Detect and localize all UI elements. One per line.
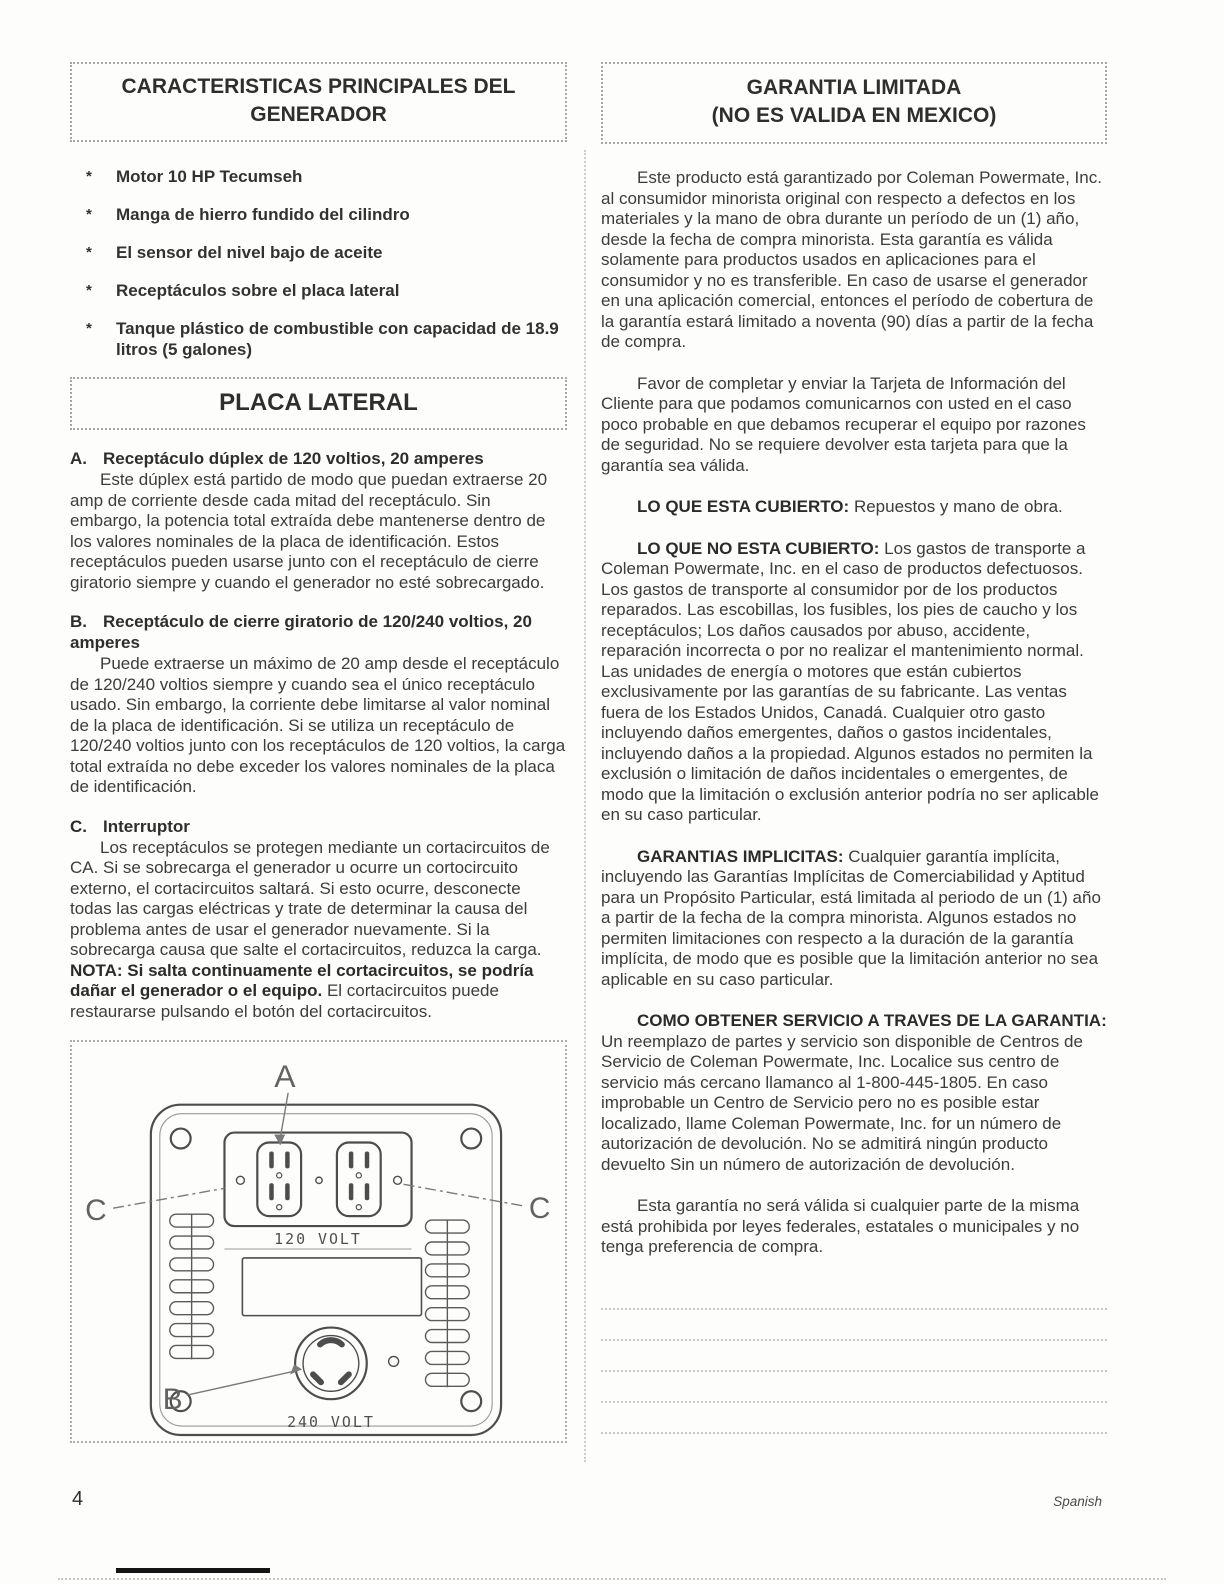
section-heading [70, 816, 567, 837]
section-interruptor [70, 816, 567, 1023]
label-240-volt: 240 VOLT [287, 1413, 375, 1432]
label-120-volt: 120 VOLT [274, 1229, 362, 1248]
paragraph-lead: LO QUE NO ESTA CUBIERTO: [637, 538, 880, 558]
twistlock-outlet-inner [303, 1336, 359, 1392]
leader-c-right [404, 1184, 525, 1206]
outlet-plate [224, 1133, 411, 1227]
section-label: A. [70, 449, 87, 468]
section-heading [70, 448, 567, 469]
feature-bullet: * [86, 168, 92, 185]
side-panel-diagram [70, 1040, 567, 1443]
twistlock-slots [313, 1340, 349, 1382]
vent-louvers-left [170, 1214, 214, 1359]
warranty-box-title [601, 62, 1107, 144]
section-twistlock-120-240v [70, 611, 567, 798]
dot-line [601, 1310, 1107, 1341]
warranty-paragraph: Esta garantía no será válida si cualquier parte de la misma está prohibida por leyes federales, estatales o municipales y no tenga preferencia de compra. [601, 1196, 1080, 1256]
section-body: Puede extraerse un máximo de 20 amp desde el receptáculo de 120/240 voltios siempre y cuando sea el único receptáculo usado. Sin embargo, la corriente debe limitarse al valor nominal de la placa de identificación. Si se utiliza un receptáculo de 120/240 voltios junto con los receptáculos de 120 voltios, la carga total extraída no debe exceder los valores nominales de la placa de identificación. [70, 654, 566, 796]
leader-c-left [113, 1188, 224, 1208]
section-heading-text: Interruptor [103, 816, 190, 836]
warranty-title-line1: GARANTIA LIMITADA [746, 76, 962, 99]
warranty-paragraph: GARANTIAS IMPLICITAS: Cualquier garantía implícita, incluyendo las Garantías Implícitas de Comerciabilidad y Aptitud para un Propósito Particular, está limitada al periodo de un (1) año a partir de la fecha de la compra minorista. Algunos estados no permiten limitaciones con respecto a la duración de la garantía implícita, de modo que es posible que la limitación anterior no sea aplicable en su caso particular. [601, 846, 1101, 989]
corner-screw-hole [461, 1129, 481, 1149]
feature-text: Receptáculos sobre el placa lateral [116, 281, 400, 300]
left-column [70, 62, 567, 1443]
section-duplex-120v [70, 448, 567, 593]
warranty-title-line2: (NO ES VALIDA EN MEXICO) [711, 104, 997, 127]
side-panel-diagram-svg [75, 1045, 563, 1441]
section-body: Este dúplex está partido de modo que puedan extraerse 20 amp de corriente desde cada mitad del receptáculo. Sin embargo, la potencia total extraída debe mantenerse dentro de los valores nominales de la placa de identificación. Estos receptáculos pueden usarse junto con el receptáculo de cierre giratorio siempre y cuando el generador no esté sobrecargado. [70, 470, 548, 592]
features-title-line2: GENERADOR [250, 103, 387, 126]
paragraph-lead: LO QUE ESTA CUBIERTO: [637, 497, 850, 516]
warranty-paragraph: Este producto está garantizado por Coleman Powermate, Inc. al consumidor minorista original con respecto a defectos en los materiales y la mano de obra durante un período de un (1) año, desde la fecha de compra minorista. Esta garantía es válida solamente para productos usados en aplicaciones para el consumidor y no es transferible. En caso de usarse el generador en una aplicación comercial, entonces el período de cobertura de la garantía estará limitado a noventa (90) días a partir de la fecha de compra. [601, 168, 1102, 351]
paragraph-lead: GARANTIAS IMPLICITAS: [637, 846, 844, 866]
section-heading-text: Receptáculo de cierre giratorio de 120/240 voltios, 20 amperes [70, 612, 532, 652]
corner-screw-hole [461, 1391, 481, 1411]
plate-screw [394, 1176, 402, 1184]
feature-text: Manga de hierro fundido del cilindro [116, 205, 410, 224]
leader-arrowheads [274, 1135, 302, 1375]
volt-labels [274, 1230, 375, 1431]
breaker-plate [242, 1258, 421, 1316]
dot-line [601, 1403, 1107, 1434]
features-list [70, 166, 567, 360]
page-bottom-dotted-edge [58, 1578, 1166, 1580]
warranty-paragraph: LO QUE ESTA CUBIERTO: Repuestos y mano de obra. [637, 497, 1063, 516]
feature-bullet: * [86, 206, 92, 223]
dot-line [601, 1279, 1107, 1310]
warranty-paragraph: COMO OBTENER SERVICIO A TRAVES DE LA GARANTIA: Un reemplazo de partes y servicio son disponible de Centros de Servicio de Coleman Powermate, Inc. Localice sus centro de servicio más cercano llamanco al 1-800-445-1805. En caso improbable un Centro de Servicio pero no es posible estar localizado, llame Coleman Powermate, Inc. for un número de autorización de devolución. No se admitirá ningún producto devuelto Sin un número de autorización de devolución. [601, 1011, 1107, 1174]
feature-bullet: * [86, 320, 92, 337]
page-columns [70, 62, 1107, 1443]
dot-leader-lines [601, 1279, 1107, 1434]
right-column [601, 62, 1107, 1443]
feature-bullet: * [86, 282, 92, 299]
section-heading [70, 611, 567, 653]
features-box-title [70, 62, 567, 142]
dot-line [601, 1341, 1107, 1372]
page-number: 4 [72, 1488, 84, 1510]
vent-louvers-right [425, 1220, 469, 1387]
warranty-paragraph: LO QUE NO ESTA CUBIERTO: Los gastos de transporte a Coleman Powermate, Inc. en el caso de productos defectuosos. Los gastos de transporte al consumidor por de los productos reparados. Las escobillas, los fusibles, los pies de caucho y los receptáculos; Los daños causados por abuso, accidente, reparación incorrecta o por no realizar el mantenimiento normal. Las unidades de energía o motores que están cubiertos exclusivamente por las garantías de su fabricante. Las ventas fuera de los Estados Unidos, Canadá. Cualquier otro gasto incluyendo daños emergentes, daños o gastos incidentales, incluyendo daños a la propiedad. Algunos estados no permiten la exclusión o limitación de daños incidentales o emergentes, de modo que la limitación o exclusión anterior podría no ser aplicable en su caso particular. [601, 538, 1100, 824]
leader-b [187, 1370, 298, 1395]
plate-screw [316, 1177, 322, 1183]
dot-line [601, 1372, 1107, 1403]
section-body: Los receptáculos se protegen mediante un cortacircuitos de CA. Si se sobrecarga el generador u ocurre un cortocircuito externo, el cortacircuitos saltará. Si esto ocurre, desconecte todas las cargas eléctricas y trate de determinar la causa del problema antes de usar el generador nuevamente. Si la sobrecarga causa que salte el cortacircuitos, reduzca la carga. NOTA: Si salta continuamente el cortacircuitos, se podría dañar el generador o el equipo. El cortacircuitos puede restaurarse pulsando el botón del cortacircuitos. [70, 837, 550, 1021]
language-label: Spanish [1053, 1494, 1102, 1509]
feature-item [70, 318, 567, 360]
placa-lateral-title: PLACA LATERAL [70, 377, 567, 430]
corner-screw-hole [171, 1129, 191, 1149]
feature-item [70, 204, 567, 225]
feature-text: El sensor del nivel bajo de aceite [116, 243, 383, 262]
section-label: B. [70, 612, 87, 631]
outlet-slots [269, 1151, 369, 1200]
diagram-label-c-left: C [85, 1194, 107, 1228]
section-heading-text: Receptáculo dúplex de 120 voltios, 20 amperes [103, 449, 484, 468]
diagram-label-a: A [274, 1057, 296, 1094]
feature-item [70, 280, 567, 301]
features-title-line1: CARACTERISTICAS PRINCIPALES DEL [121, 75, 516, 98]
feature-item [70, 166, 567, 187]
scan-mark-bar [116, 1568, 270, 1573]
feature-text: Motor 10 HP Tecumseh [116, 167, 303, 186]
paragraph-lead: COMO OBTENER SERVICIO A TRAVES DE LA GARANTIA: [637, 1011, 1107, 1030]
panel-outline [151, 1105, 501, 1435]
diagram-label-c-right: C [528, 1192, 551, 1226]
plate-screw [236, 1176, 244, 1184]
twistlock-screw [389, 1356, 399, 1366]
feature-bullet: * [86, 244, 92, 261]
nota-bold-text: NOTA: Si salta continuamente el cortacircuitos, se podría dañar el generador o el equipo. [70, 960, 534, 1000]
feature-text: Tanque plástico de combustible con capacidad de 18.9 litros (5 galones) [116, 319, 559, 359]
diagram-label-b: B [162, 1383, 183, 1417]
feature-item [70, 242, 567, 263]
section-label: C. [70, 816, 87, 836]
warranty-paragraph: Favor de completar y enviar la Tarjeta de Información del Cliente para que podamos comunicarnos con usted en el caso poco probable en que debamos recuperar el equipo por razones de seguridad. No se requiere devolver esta tarjeta para que la garantía sea válida. [601, 373, 1086, 475]
